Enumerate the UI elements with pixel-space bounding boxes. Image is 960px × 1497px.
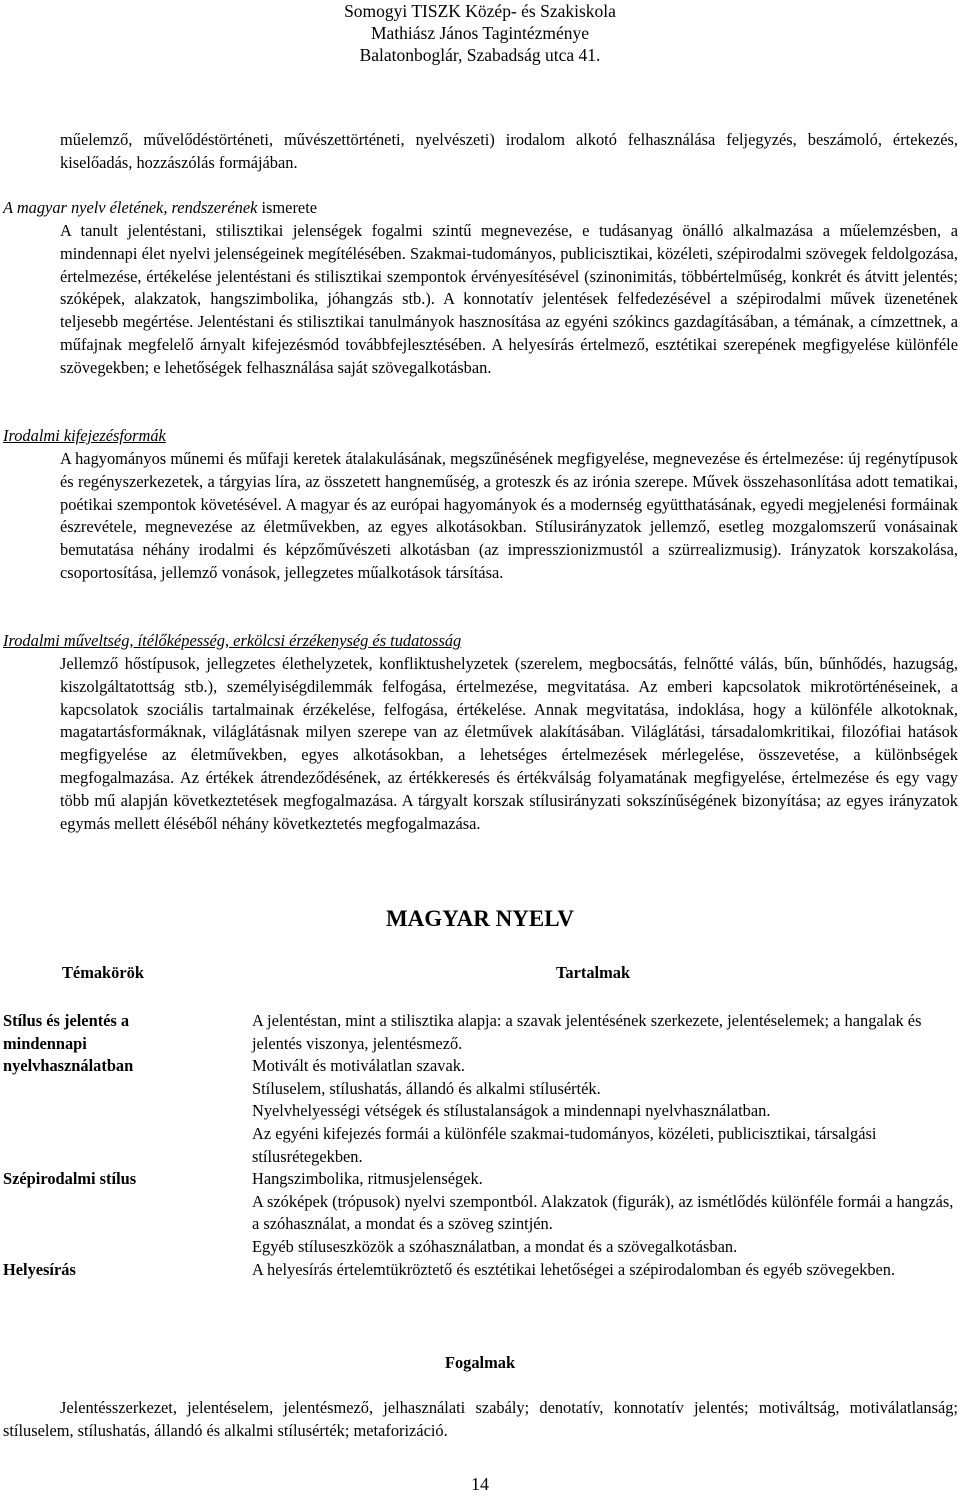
content-line: A jelentéstan, mint a stilisztika alapja: a szavak jelentésének szerkezete, jelentéselemek; a hangalak és jelentés viszonya, jelentésmező.	[252, 1011, 922, 1053]
section-heading-italic: Irodalmi kifejezésformák	[3, 426, 166, 445]
content-line: Nyelvhelyességi vétségek és stílustalanságok a mindennapi nyelvhasználatban.	[252, 1101, 771, 1121]
section-body-muveltseg: Jellemző hőstípusok, jellegzetes élethelyzetek, konfliktushelyzetek (szerelem, megbocsátás, felnőtté válás, bűn, bűnhődés, hazugság, kiszolgáltatottság stb.), személyiségdilemmák felfogása, értelmezése, megvitatása. Az emberi kapcsolatok mikrotörténéseinek, a kapcsolatok szociális tartalmainak érzékelése, felfogása, értékelése. Annak megvitatása, indoklása, hogy a különféle alkotoknak, magatartásformáknak, világlátásnak milyen szerepe van az életművek alakításában. Világlátási, társadalomkritikai, filozófiai hatások megfigyelése az életművekben, egyes alkotásokban, a lehetséges értelmezések mérlegelése, összevetése, a különbségek megfogalmazása. Az értékek átrendeződésének, az értékkeresés és értékválság folyamatának megfigyelése, értelmezése és egy vagy több mű alapján következtetések megfogalmazása. A tárgyalt korszak stílusirányzati sokszínűségének bizonyítása; az egyes irányzatok egymás mellett éléséből néhány következtetés megfogalmazása.	[60, 654, 958, 833]
intro-paragraph: műelemző, művelődéstörténeti, művészettörténeti, nyelvészeti) irodalom alkotó felhasználása feljegyzés, beszámoló, értekezés, kiselőadás, hozzászólás formájában.	[60, 130, 958, 172]
document-header	[0, 0, 960, 66]
address: Balatonboglár, Szabadság utca 41.	[359, 45, 601, 65]
fogalmak-text: Jelentésszerkezet, jelentéselem, jelentésmező, jelhasználati szabály; denotatív, konnotatív jelentés; motiváltság, motiválatlanság; stíluselem, stílushatás, állandó és alkalmi stílusérték; metaforizáció.	[3, 1398, 958, 1440]
section-heading-muveltseg	[3, 630, 461, 652]
section-body-nyelv: A tanult jelentéstani, stilisztikai jelenségek fogalmi szintű megnevezése, e tudásanyag önálló alkalmazása a műelemzésben, a mindennapi élet nyelvi jelenségeinek megítélésében. Szakmai-tudományos, publicisztikai, közéleti, szépirodalmi szövegek feldolgozása, értelmezése, értékelése jelentéstani és stilisztikai szempontok érvényesítésével (szinonimitás, többértelműség, konkrét és átvitt jelentés; szóképek, alakzatok, hangszimbolika, jóhangzás stb.). A konnotatív jelentések felfedezésével a szépirodalmi művek üzenetének teljesebb megértése. Jelentéstani és stilisztikai tanulmányok hasznosítása az egyéni szókincs gazdagításában, a témának, a címzettnek, a műfajnak megfelelő árnyalt kifejezésmód továbbfejlesztésében. A helyesírás értelmező, esztétikai szerepének megfigyelése különféle szövegekben; e lehetőségek felhasználása saját szövegalkotásban.	[60, 221, 958, 377]
content-line: A szóképek (trópusok) nyelvi szempontból. Alakzatok (figurák), az ismétlődés különféle formái a hangzás, a szóhasználat, a mondat és a szöveg szintjén.	[252, 1191, 954, 1234]
subject-title: MAGYAR NYELV	[385, 906, 575, 931]
topic-contents-helyesiras	[252, 1259, 958, 1282]
column-header-topics: Témakörök	[62, 963, 144, 982]
section-heading-italic: A magyar nyelv életének, rendszerének	[3, 198, 258, 217]
topic-szepirodalmi: Szépirodalmi stílus	[3, 1169, 137, 1188]
content-line: Hangszimbolika, ritmusjelenségek.	[252, 1169, 483, 1188]
section-body-kifejezes: A hagyományos műnemi és műfaji keretek átalakulásának, megszűnésének megfigyelése, megnevezése és értelmezése: új regénytípusok és regényszerkezetek, a tárgyias líra, az összetett hangneműség, a groteszk és az irónia szerepe. Művek összehasonlítása adott tematikai, poétikai szempontok követésével. A magyar és az európai hagyományok és a modernség együtthatásának, egyedi megjelenési formáinak észrevétele, megnevezése az életművekben, az egyes alkotásokban. Stílusirányzatok jellemző, esetleg mozgalomszerű vonásainak bemutatása néhány irodalmi és képzőművészeti alkotásban (az impresszionizmustól a szürrealizmusig). Irányzatok korszakolása, csoportosítása, jellemző vonások, jellegzetes műalkotások társítása.	[60, 449, 958, 582]
topic-contents-szepirodalmi	[252, 1168, 958, 1258]
section-heading-kifejezes	[3, 425, 166, 447]
content-line: Egyéb stíluseszközök a szóhasználatban, a mondat és a szövegalkotásban.	[252, 1236, 738, 1256]
section-heading-italic: Irodalmi műveltség, ítélőképesség, erkölcsi érzékenység és tudatosság	[3, 631, 462, 650]
page-number: 14	[471, 1474, 489, 1494]
institution-unit: Mathiász János Tagintézménye	[370, 23, 590, 43]
content-line: A helyesírás értelemtükröztető és esztétikai lehetőségei a szépirodalomban és egyéb szövegekben.	[252, 1260, 896, 1279]
content-line: Motivált és motiválatlan szavak.	[252, 1056, 466, 1076]
school-name: Somogyi TISZK Közép- és Szakiskola	[344, 1, 616, 21]
column-header-contents: Tartalmak	[556, 963, 631, 982]
content-line: Stíluselem, stílushatás, állandó és alkalmi stílusérték.	[252, 1078, 601, 1098]
topic-contents-stilus	[252, 1010, 958, 1168]
fogalmak-heading: Fogalmak	[444, 1353, 516, 1372]
topic-stilus: Stílus és jelentés a mindennapi nyelvhasználatban	[3, 1011, 134, 1076]
topic-helyesiras: Helyesírás	[3, 1260, 76, 1279]
section-heading-rest: ismerete	[257, 198, 318, 217]
content-line: Az egyéni kifejezés formái a különféle szakmai-tudományos, közéleti, publicisztikai, társalgási stílusrétegekben.	[252, 1123, 877, 1166]
section-heading-nyelv	[3, 197, 317, 219]
